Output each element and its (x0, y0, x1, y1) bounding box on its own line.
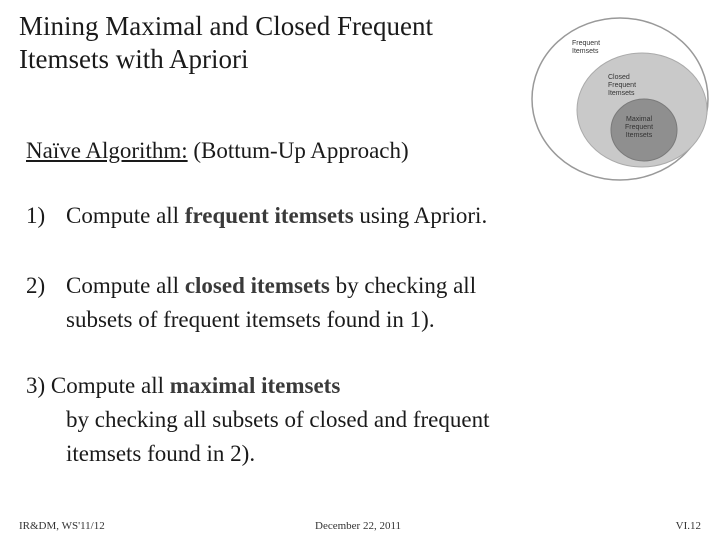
step-2-number: 2) (26, 273, 46, 298)
frequent-label-line-1: Frequent (572, 40, 601, 47)
naive-algorithm-label: Naïve Algorithm: (26, 138, 188, 163)
maximal-label-line-3: Itemsets (625, 132, 653, 139)
maximal-label-line-1: Maximal (625, 116, 653, 123)
step-2-pre: Compute all (66, 273, 185, 298)
step-2-post: by checking all (329, 273, 477, 298)
step-3-number: 3) (26, 373, 46, 398)
step-1-number: 1) (26, 203, 46, 228)
step-2-continuation: subsets of frequent itemsets found in 1). (66, 307, 435, 332)
step-1-post: using Apriori. (353, 203, 488, 228)
slide-title (19, 10, 433, 76)
frequent-label-line-2: Itemsets (572, 48, 599, 55)
step-3-pre: Compute all (50, 373, 170, 398)
step-1-pre: Compute all (66, 203, 185, 228)
venn-svg (530, 16, 710, 182)
maximal-label-line-2: Frequent (625, 124, 654, 131)
step-2 (26, 269, 476, 337)
maximal-itemsets-label (625, 116, 653, 140)
frequent-itemsets-label (572, 40, 600, 56)
algorithm-heading (26, 136, 409, 166)
slide-title-line-2: Itemsets with Apriori (19, 44, 249, 74)
step-3-continuation-2: itemsets found in 2). (66, 441, 256, 466)
closed-label-line-3: Itemsets (608, 90, 635, 97)
step-2-bold: closed itemsets (184, 273, 330, 298)
footer-slide-number: VI.12 (675, 520, 701, 532)
step-1-bold: frequent itemsets (184, 203, 354, 228)
closed-label-line-2: Frequent (608, 82, 637, 89)
closed-itemsets-label (608, 74, 636, 98)
itemset-venn-diagram (530, 16, 710, 182)
approach-label: (Bottum-Up Approach) (187, 138, 409, 163)
footer-course: IR&DM, WS'11/12 (19, 520, 105, 532)
footer-date: December 22, 2011 (315, 520, 402, 532)
closed-label-line-1: Closed (608, 74, 630, 81)
step-3 (26, 369, 489, 471)
step-3-bold: maximal itemsets (169, 373, 341, 398)
step-1 (26, 199, 487, 233)
slide-title-line-1: Mining Maximal and Closed Frequent (19, 11, 433, 41)
step-3-continuation-1: by checking all subsets of closed and frequent (66, 407, 490, 432)
